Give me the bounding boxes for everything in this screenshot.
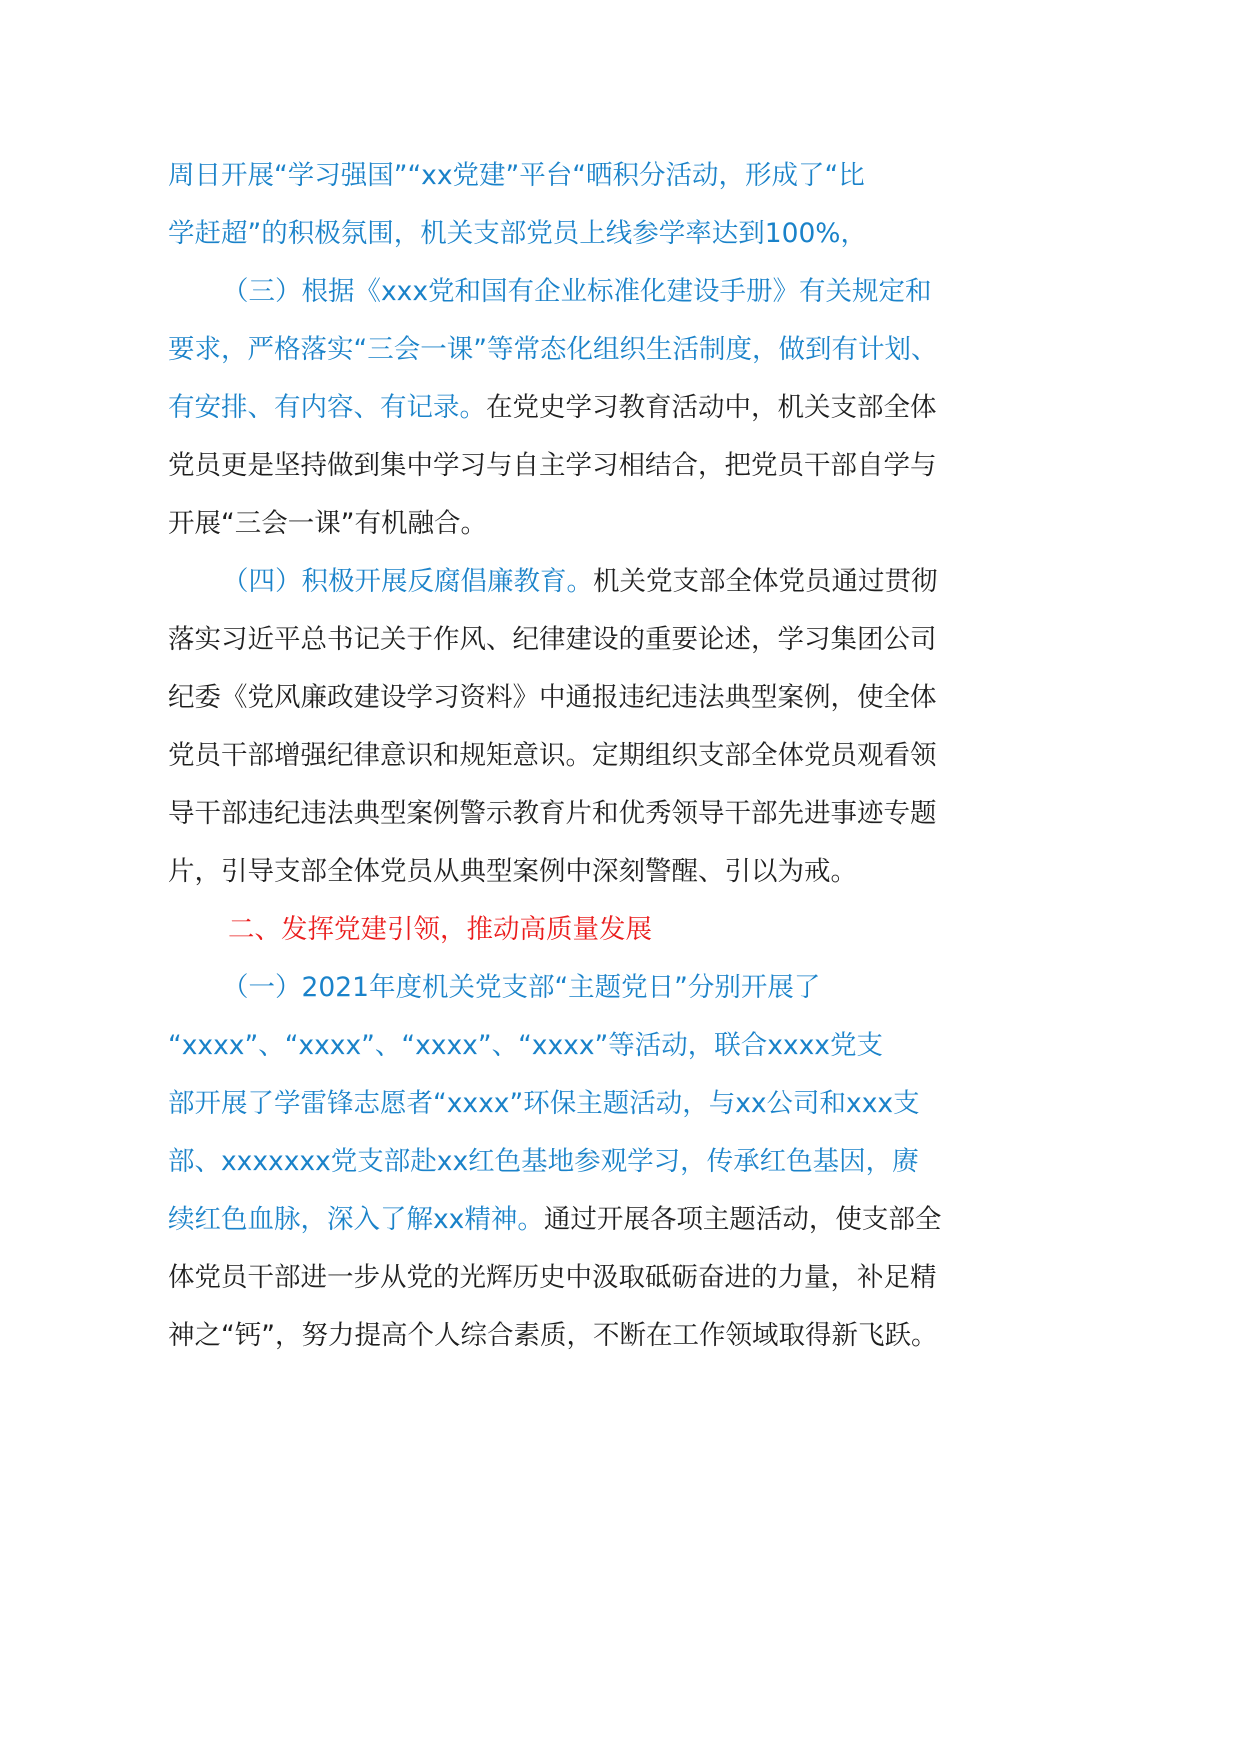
text-line (168, 620, 937, 660)
text-segment: 部、xxxxxxx党支部赴xx红色基地参观学习，传承红色基因，赓 (168, 1146, 919, 1177)
text-line (222, 272, 932, 312)
text-segment: 片，引导支部全体党员从典型案例中深刻警醒、引以为戒。 (168, 856, 857, 887)
text-segment: 体党员干部进一步从党的光辉历史中汲取砥砺奋进的力量，补足精 (168, 1262, 937, 1293)
text-segment: 机关党支部全体党员通过贯彻 (593, 566, 938, 597)
text-segment: 神之“钙”，努力提高个人综合素质，不断在工作领域取得新飞跃。 (168, 1320, 938, 1351)
text-line (168, 1258, 937, 1298)
text-segment: 二、发挥党建引领，推动高质量发展 (228, 914, 652, 945)
text-segment: 要求，严格落实“三会一课”等常态化组织生活制度，做到有计划、 (168, 334, 938, 365)
text-line (168, 214, 867, 254)
text-line (168, 1084, 920, 1124)
text-segment: “xxxx”、“xxxx”、“xxxx”、“xxxx”等活动，联合xxxx党支 (168, 1030, 883, 1061)
text-line (168, 504, 487, 544)
text-line (168, 1142, 919, 1182)
text-segment: 落实习近平总书记关于作风、纪律建设的重要论述，学习集团公司 (168, 624, 937, 655)
text-line (168, 330, 937, 370)
text-line (168, 156, 865, 196)
text-line (168, 1200, 941, 1240)
text-segment: 导干部违纪违法典型案例警示教育片和优秀领导干部先进事迹专题 (168, 798, 937, 829)
text-segment: 纪委《党风廉政建设学习资料》中通报违纪违法典型案例，使全体 (168, 682, 937, 713)
text-segment: 有安排、有内容、有记录。 (168, 392, 486, 423)
text-line (168, 1316, 937, 1356)
text-segment: （一）2021年度机关党支部“主题党日”分别开展了 (222, 972, 821, 1003)
text-segment: 续红色血脉，深入了解xx精神。 (168, 1204, 544, 1235)
text-segment: 部开展了学雷锋志愿者“xxxx”环保主题活动，与xx公司和xxx支 (168, 1088, 920, 1119)
text-line (168, 794, 937, 834)
text-line (168, 388, 937, 428)
text-line (168, 736, 937, 776)
text-segment: 通过开展各项主题活动，使支部全 (543, 1204, 942, 1235)
text-line (168, 1026, 883, 1066)
text-line (168, 446, 937, 486)
text-line (222, 968, 820, 1008)
text-segment: （三）根据《xxx党和国有企业标准化建设手册》有关规定和 (222, 276, 932, 307)
text-segment: 周日开展“学习强国”“xx党建”平台“晒积分活动，形成了“比 (168, 160, 865, 191)
text-segment: 在党史学习教育活动中，机关支部全体 (486, 392, 937, 423)
text-line (222, 562, 938, 602)
text-segment: （四）积极开展反腐倡廉教育。 (222, 566, 593, 597)
section-heading (228, 910, 652, 950)
text-segment: 党员干部增强纪律意识和规矩意识。定期组织支部全体党员观看领 (168, 740, 937, 771)
text-segment: 开展“三会一课”有机融合。 (168, 508, 487, 539)
text-line (168, 852, 857, 892)
text-segment: 学赶超”的积极氛围，机关支部党员上线参学率达到100%， (168, 218, 867, 249)
text-segment: 党员更是坚持做到集中学习与自主学习相结合，把党员干部自学与 (168, 450, 937, 481)
text-line (168, 678, 937, 718)
